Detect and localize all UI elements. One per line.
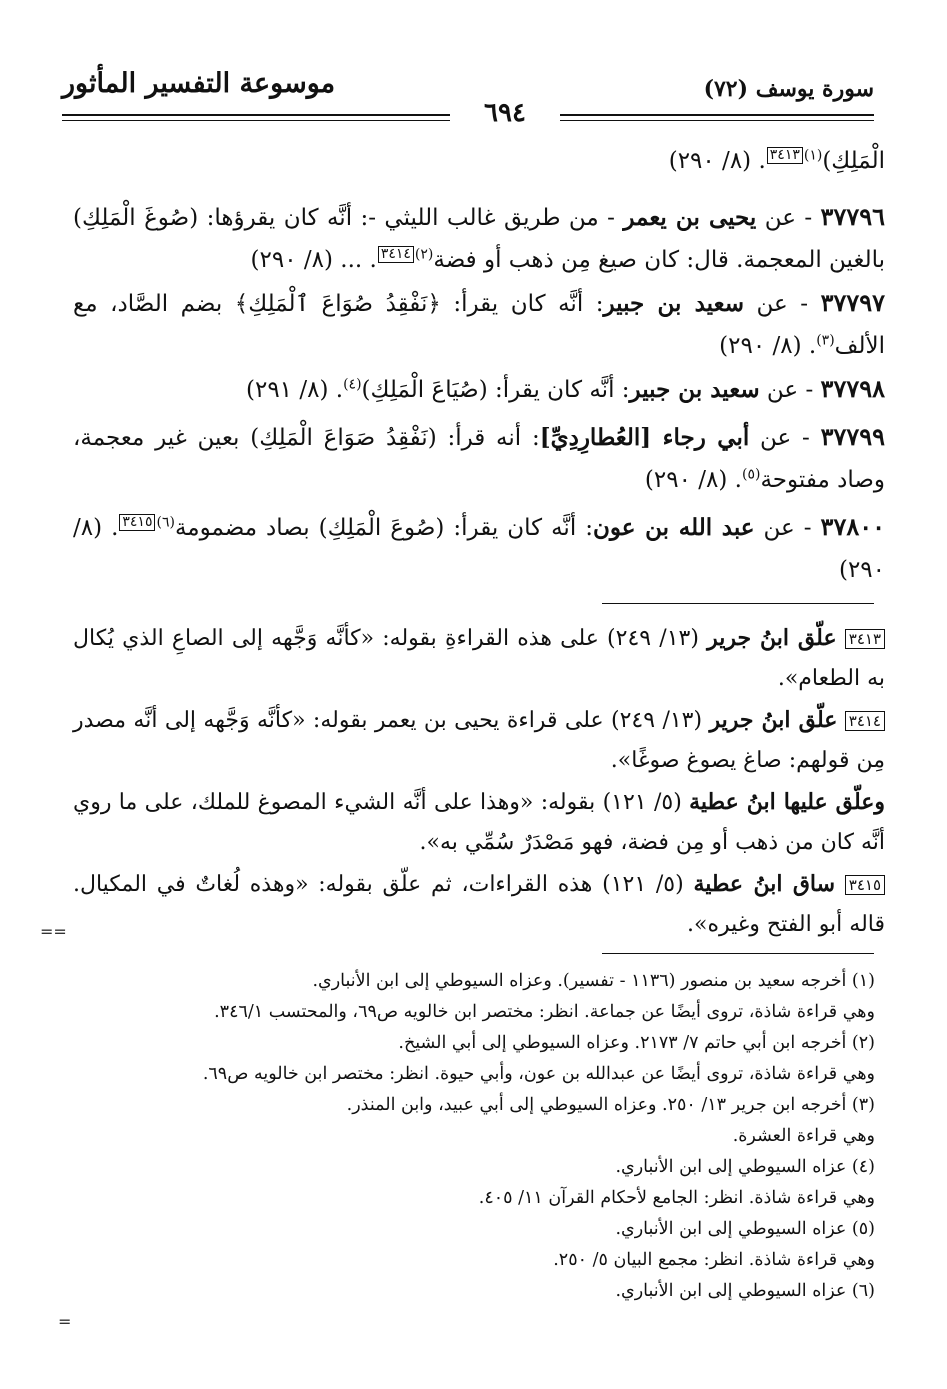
footnote-line: وهي قراءة شاذة. انظر: الجامع لأحكام القرآن ١١/ ٤٠٥. xyxy=(478,1188,875,1208)
commentary-3: ٣٤١٥ ساق ابنُ عطية (٥/ ١٢١) هذه القراءات، ثم علّق بقوله: «وهذه لُغاتٌ في المكيال. قاله أبو الفتح وغيره». xyxy=(73,871,885,937)
footnote-line: وهي قراءة شاذة، تروى أيضًا عن جماعة. انظر: مختصر ابن خالويه ص٦٩، والمحتسب ٣٤٦/١. xyxy=(214,1002,875,1022)
footnote-line: (٦) عزاه السيوطي إلى ابن الأنباري. xyxy=(615,1281,875,1301)
commentary-separator xyxy=(602,603,874,604)
commentary-ref-box: ٣٤١٤ xyxy=(845,711,885,731)
ref-box: ٣٤١٣ xyxy=(767,147,803,164)
footnote-line: (٣) أخرجه ابن جرير ١٣/ ٢٥٠. وعزاه السيوطي إلى أبي عبيد، وابن المنذر. xyxy=(346,1095,875,1115)
footnote-line: وهي قراءة شاذة، تروى أيضًا عن عبدالله بن عون، وأبي حيوة. انظر: مختصر ابن خالويه ص٦٩. xyxy=(202,1064,875,1084)
entry-5: ٣٧٨٠٠ - عن عبد الله بن عون: أنَّه كان يقرأ: (صُوعَ الْمَلِكِ) بصاد مضمومة$^{(٦)}$٣٤١٥. (٨/ ٢٩٠) xyxy=(73,512,885,583)
narrator-name: يحيى بن يعمر xyxy=(623,204,757,231)
footnote-line: (٤) عزاه السيوطي إلى ابن الأنباري. xyxy=(615,1157,875,1177)
ref-box: ٣٤١٥ xyxy=(119,514,155,531)
narration-number: ٣٧٨٠٠ xyxy=(820,512,885,541)
page-header xyxy=(62,68,874,128)
narrator-name: سعيد بن جبير xyxy=(603,290,744,317)
narrator-name: أبي رجاء [العُطارِدِيِّ] xyxy=(539,424,750,451)
margin-mark: = xyxy=(58,1312,72,1331)
book-title: موسوعة التفسير المأثور xyxy=(62,68,336,99)
entry-2: ٣٧٧٩٧ - عن سعيد بن جبير: أنَّه كان يقرأ: ﴿نَفْقِدُ صُوَاعَ ٱلْمَلِكِ﴾ بضم الصَّاد، مع الألف$^{(٣)}$. (٨/ ٢٩٠) xyxy=(73,288,886,359)
narration-number: ٣٧٧٩٨ xyxy=(820,374,885,403)
entry-0: الْمَلِكِ)$^{(١)}$٣٤١٣. (٨/ ٢٩٠) xyxy=(668,147,885,174)
footnote-line: وهي قراءة العشرة. xyxy=(732,1126,875,1146)
commentary-ref-box: ٣٤١٥ xyxy=(845,875,885,895)
entry-4: ٣٧٧٩٩ - عن أبي رجاء [العُطارِدِيِّ]: أنه قرأ: (نَفْقِدُ صَوَاعَ الْمَلِكِ) بعين غير معجمة، وصاد مفتوحة$^{(٥)}$. (٨/ ٢٩٠) xyxy=(73,422,886,493)
entry-3: ٣٧٧٩٨ - عن سعيد بن جبير: أنَّه كان يقرأ: (صُيَاعَ الْمَلِكِ)$^{(٤)}$. (٨/ ٢٩١) xyxy=(245,374,885,403)
footnote-line: وهي قراءة شاذة. انظر: مجمع البيان ٥/ ٢٥٠. xyxy=(553,1250,875,1270)
commentary-1: ٣٤١٤ علّق ابنُ جرير (١٣/ ٢٤٩) على قراءة يحيى بن يعمر بقوله: «كأنَّه وَجَّهه إلى أنَّه مصدر مِن قولهم: صاغ يصوغ صوغًا». xyxy=(73,707,885,773)
narration-number: ٣٧٧٩٩ xyxy=(820,422,886,451)
surah-title: سورة يوسف (٧٢) xyxy=(703,76,874,102)
margin-mark: == xyxy=(40,922,67,941)
narrator-name: سعيد بن جبير xyxy=(629,376,760,403)
entry-1: ٣٧٧٩٦ - عن يحيى بن يعمر - من طريق غالب الليثي -: أنَّه كان يقرؤها: (صُوغَ الْمَلِكِ) بالغين المعجمة. قال: كان صيغ مِن ذهب أو فضة$^{(٢)}$٣٤١٤. ... (٨/ ٢٩٠) xyxy=(73,202,885,273)
footnotes xyxy=(73,966,875,1307)
footnote-separator xyxy=(602,953,874,954)
narration-number: ٣٧٧٩٧ xyxy=(820,288,886,317)
commentary-2: وعلّق عليها ابنُ عطية (٥/ ١٢١) بقوله: «وهذا على أنَّه الشيء المصوغ للملك، على ما روي أنَّه كان من ذهب أو مِن فضة، فهو مَصْدَرٌ سُمِّي به». xyxy=(73,789,885,855)
commentary-ref-box: ٣٤١٣ xyxy=(845,629,885,649)
narrator-name: عبد الله بن عون xyxy=(592,514,755,541)
commentary-0: ٣٤١٣ علّق ابنُ جرير (١٣/ ٢٤٩) على هذه القراءةِ بقوله: «كأنَّه وَجَّهه إلى الصاعِ الذي يُكال به الطعام». xyxy=(73,625,885,691)
narration-number: ٣٧٧٩٦ xyxy=(820,202,885,231)
ref-box: ٣٤١٤ xyxy=(378,246,414,263)
footnote-line: (٥) عزاه السيوطي إلى ابن الأنباري. xyxy=(615,1219,875,1239)
page-number: ٦٩٤ xyxy=(450,96,560,130)
footnote-line: (١) أخرجه سعيد بن منصور (١١٣٦ - تفسير). وعزاه السيوطي إلى ابن الأنباري. xyxy=(312,971,875,991)
footnote-line: (٢) أخرجه ابن أبي حاتم ٧/ ٢١٧٣. وعزاه السيوطي إلى أبي الشيخ. xyxy=(398,1033,875,1053)
